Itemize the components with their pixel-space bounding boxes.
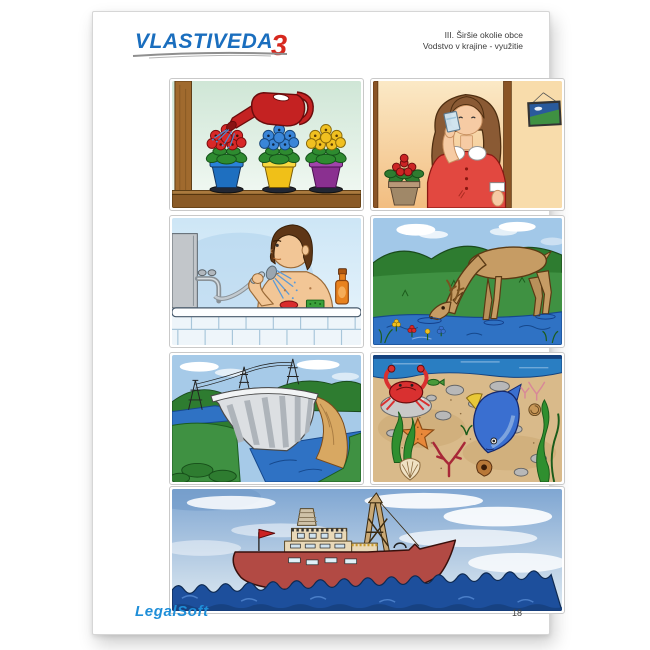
door-frame-left — [373, 81, 378, 208]
logo-title: VLASTIVEDA — [135, 30, 274, 53]
worksheet-sheet — [92, 11, 550, 635]
publisher-logo: LegalSoft — [135, 603, 209, 620]
bathtub — [172, 308, 361, 345]
snail-shell — [529, 404, 541, 416]
girl-figure — [428, 95, 506, 208]
illustration-sea-floor-life — [370, 352, 565, 485]
vlastiveda-logo — [135, 23, 289, 62]
sea-floor-art — [373, 355, 562, 482]
funnel — [297, 509, 316, 526]
logo-number: 3 — [271, 30, 288, 62]
stream — [373, 312, 562, 345]
illustration-watering-flowers — [169, 78, 364, 211]
flower-pots — [205, 124, 348, 192]
boy-washing-art — [172, 218, 361, 345]
illustration-boy-washing — [169, 215, 364, 348]
illustration-deer-drinking — [370, 215, 565, 348]
page-number: 18 — [511, 608, 522, 618]
logo-underline-swoosh — [131, 50, 291, 60]
girl-drinking-art — [373, 81, 562, 208]
window-post — [175, 81, 192, 196]
illustration-girl-drinking-water — [370, 78, 565, 211]
header-topic-line1: III. Širšie okolie obce — [444, 30, 523, 40]
shower-column — [172, 234, 197, 308]
dam-art — [172, 355, 361, 482]
watering-flowers-art — [172, 81, 361, 208]
deer-drinking-art — [373, 218, 562, 345]
illustration-hydroelectric-dam — [169, 352, 364, 485]
cargo-ship-art — [172, 489, 562, 611]
illustration-cargo-ship — [169, 486, 565, 614]
header-topic — [423, 30, 523, 52]
header-topic-line2: Vodstvo v krajine - využitie — [422, 41, 523, 51]
